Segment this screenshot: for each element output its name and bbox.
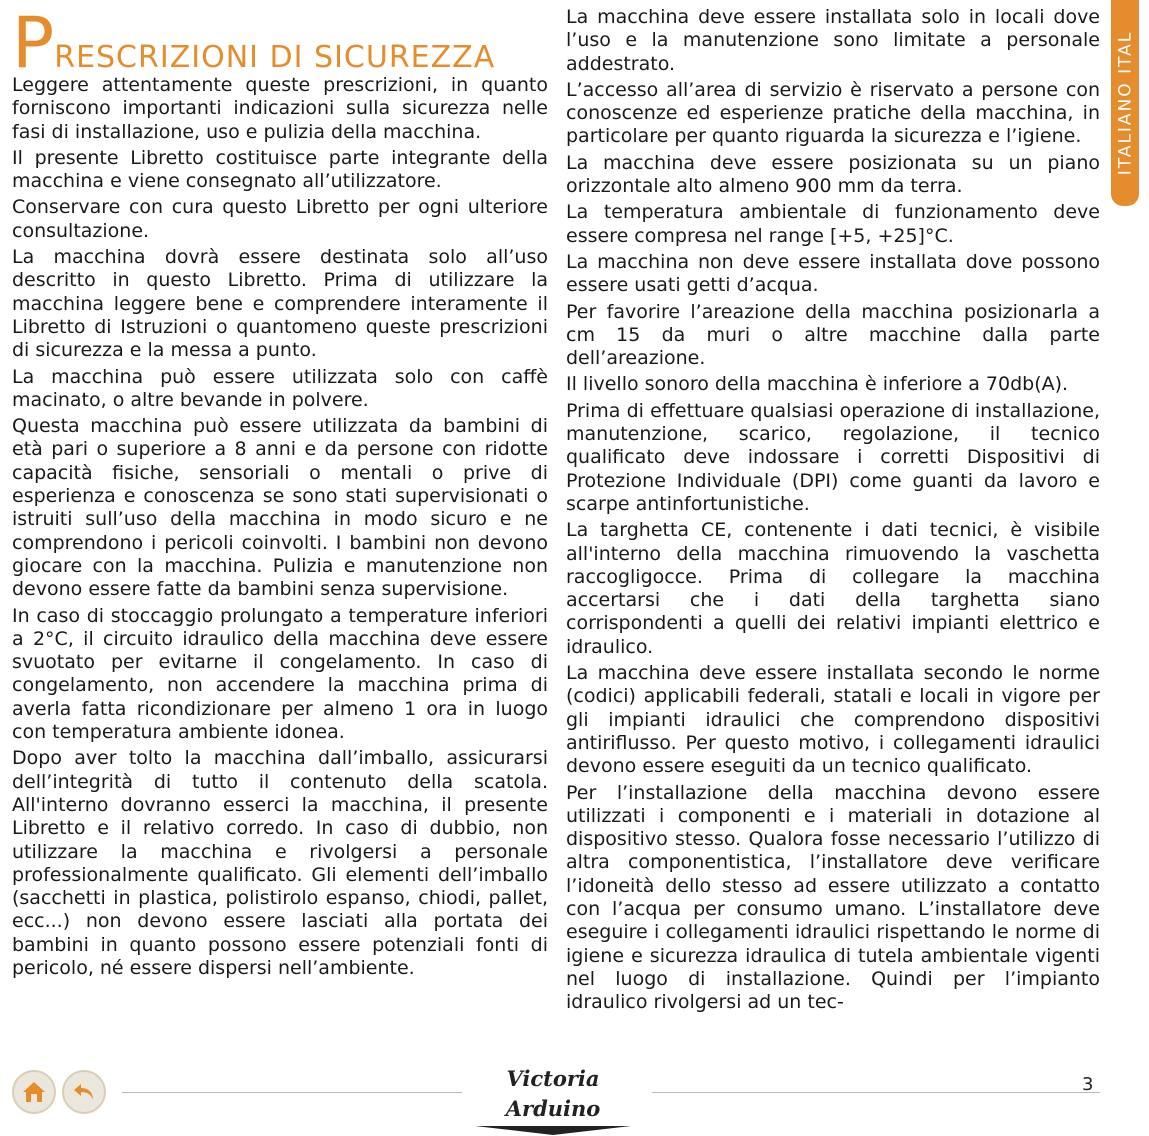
paragraph: Il presente Libretto costituisce parte integrante della macchina e viene consegnato all’utilizzatore.: [12, 146, 548, 193]
footer-divider-right: [652, 1092, 1100, 1093]
paragraph: Conservare con cura questo Libretto per ogni ulteriore consultazione.: [12, 196, 548, 242]
language-tab[interactable]: [1111, 0, 1139, 206]
title-initial: P: [12, 2, 55, 84]
left-column: [12, 74, 548, 983]
paragraph: Il livello sonoro della macchina è inferiore a 70db(A).: [566, 373, 1069, 396]
paragraph: La targhetta CE, contenente i dati tecnici, è visibile all'interno della macchina rimuovendo la vaschetta raccogligocce. Prima di collegare la macchina accertarsi che i dati della targhetta siano corrispondenti a quelli dei relativi impianti elettrico e idraulico.: [566, 519, 1100, 658]
paragraph: La macchina può essere utilizzata solo con caffè macinato, o altre bevande in polvere.: [12, 365, 548, 411]
paragraph: La macchina deve essere installata solo in locali dove l’uso e la manutenzione sono limitate a personale addestrato.: [566, 6, 1100, 75]
paragraph: La macchina deve essere installata secondo le norme (codici) applicabili federali, statali e locali in vigore per gli impianti idraulici che comprendono dispositivi antiriflusso. Per questo motivo, i collegamenti idraulici devono essere eseguiti da un tecnico qualificato.: [566, 662, 1100, 778]
language-tab-label: ITALIANO ITAL: [1115, 30, 1136, 176]
home-button[interactable]: [12, 1070, 56, 1114]
footer-divider-left: [122, 1092, 462, 1093]
paragraph: L’accesso all’area di servizio è riservato a persone con conoscenze ed esperienze pratiche della macchina, in particolare per quanto riguarda la sicurezza e l’igiene.: [566, 78, 1100, 148]
brand-name: Victoria Arduino: [505, 1066, 601, 1121]
paragraph: Questa macchina può essere utilizzata da bambini di età pari o superiore a 8 anni e da persone con ridotte capacità fisiche, sensoriali o mentali o prive di esperienza e conoscenza se sono stati supervisionati o istruiti sull’uso della macchina in modo sicuro e ne comprendono i pericoli coinvolti. I bambini non devono giocare con la macchina. Pulizia e manutenzione non devono essere fatte da bambini senza supervisione.: [12, 415, 548, 601]
paragraph: Dopo aver tolto la macchina dall’imballo, assicurarsi dell’integrità di tutto il contenuto della scatola. All'interno dovranno esserci la macchina, il presente Libretto e il relativo corredo. In caso di dubbio, non utilizzare la macchina e rivolgersi a personale professionalmente qualificato. Gli elementi dell’imballo (sacchetti in plastica, polistirolo espanso, chiodi, pallet, ecc...) non devono essere lasciati alla portata dei bambini in quanto possono essere potenziali fonti di pericolo, né essere dispersi nell’ambiente.: [12, 747, 548, 979]
right-column: [566, 6, 1100, 1017]
paragraph: Leggere attentamente queste prescrizioni, in quanto forniscono importanti indicazioni sulla sicurezza nelle fasi di installazione, uso e pulizia della macchina.: [12, 74, 548, 143]
paragraph: La macchina non deve essere installata dove possono essere usati getti d’acqua.: [566, 250, 1100, 297]
paragraph: La macchina deve essere posizionata su un piano orizzontale alto almeno 900 mm da terra.: [566, 151, 1100, 198]
back-arrow-icon: [71, 1080, 97, 1104]
paragraph: Prima di effettuare qualsiasi operazione di installazione, manutenzione, scarico, regolazione, il tecnico qualificato deve indossare i corretti Dispositivi di Protezione Individuale (DPI) come guanti da lavoro e scarpe antinfortunistiche.: [566, 399, 1100, 515]
paragraph: In caso di stoccaggio prolungato a temperature inferiori a 2°C, il circuito idraulico della macchina deve essere svuotato per evitarne il congelamento. In caso di congelamento, non accendere la macchina prima di averla fatta ricondizionare per almeno 1 ora in luogo con temperatura ambiente idonea.: [12, 604, 548, 744]
back-button[interactable]: [62, 1070, 106, 1114]
logo-swoosh-icon: [473, 1124, 633, 1136]
paragraph: La macchina dovrà essere destinata solo all’uso descritto in questo Libretto. Prima di utilizzare la macchina leggere bene e comprendere interamente il Libretto di Istruzioni o quantomeno queste prescrizioni di sicurezza e la messa a punto.: [12, 246, 548, 362]
paragraph: La temperatura ambientale di funzionamento deve essere compresa nel range [+5, +25]°C.: [566, 201, 1100, 247]
brand-logo: [472, 1064, 634, 1121]
title-rest: RESCRIZIONI DI SICUREZZA: [54, 40, 496, 75]
page-title: [12, 2, 552, 84]
paragraph: Per l’installazione della macchina devono essere utilizzati i componenti e i materiali in dotazione al dispositivo stesso. Qualora fosse necessario l’utilizzo di altra componentistica, l’installatore deve verificare l’idoneità dello stesso ad essere utilizzato a contatto con l’acqua per consumo umano. L’installatore deve eseguire i collegamenti idraulici rispettando le norme di igiene e sicurezza idraulica di tutela ambientale vigenti nel luogo di installazione. Quindi per l’impianto idraulico rivolgersi ad un tec-: [566, 781, 1100, 1014]
page-number: 3: [1082, 1074, 1094, 1095]
paragraph: Per favorire l’areazione della macchina posizionarla a cm 15 da muri o altre macchine dalla parte dell’areazione.: [566, 300, 1100, 370]
home-icon: [21, 1080, 47, 1104]
